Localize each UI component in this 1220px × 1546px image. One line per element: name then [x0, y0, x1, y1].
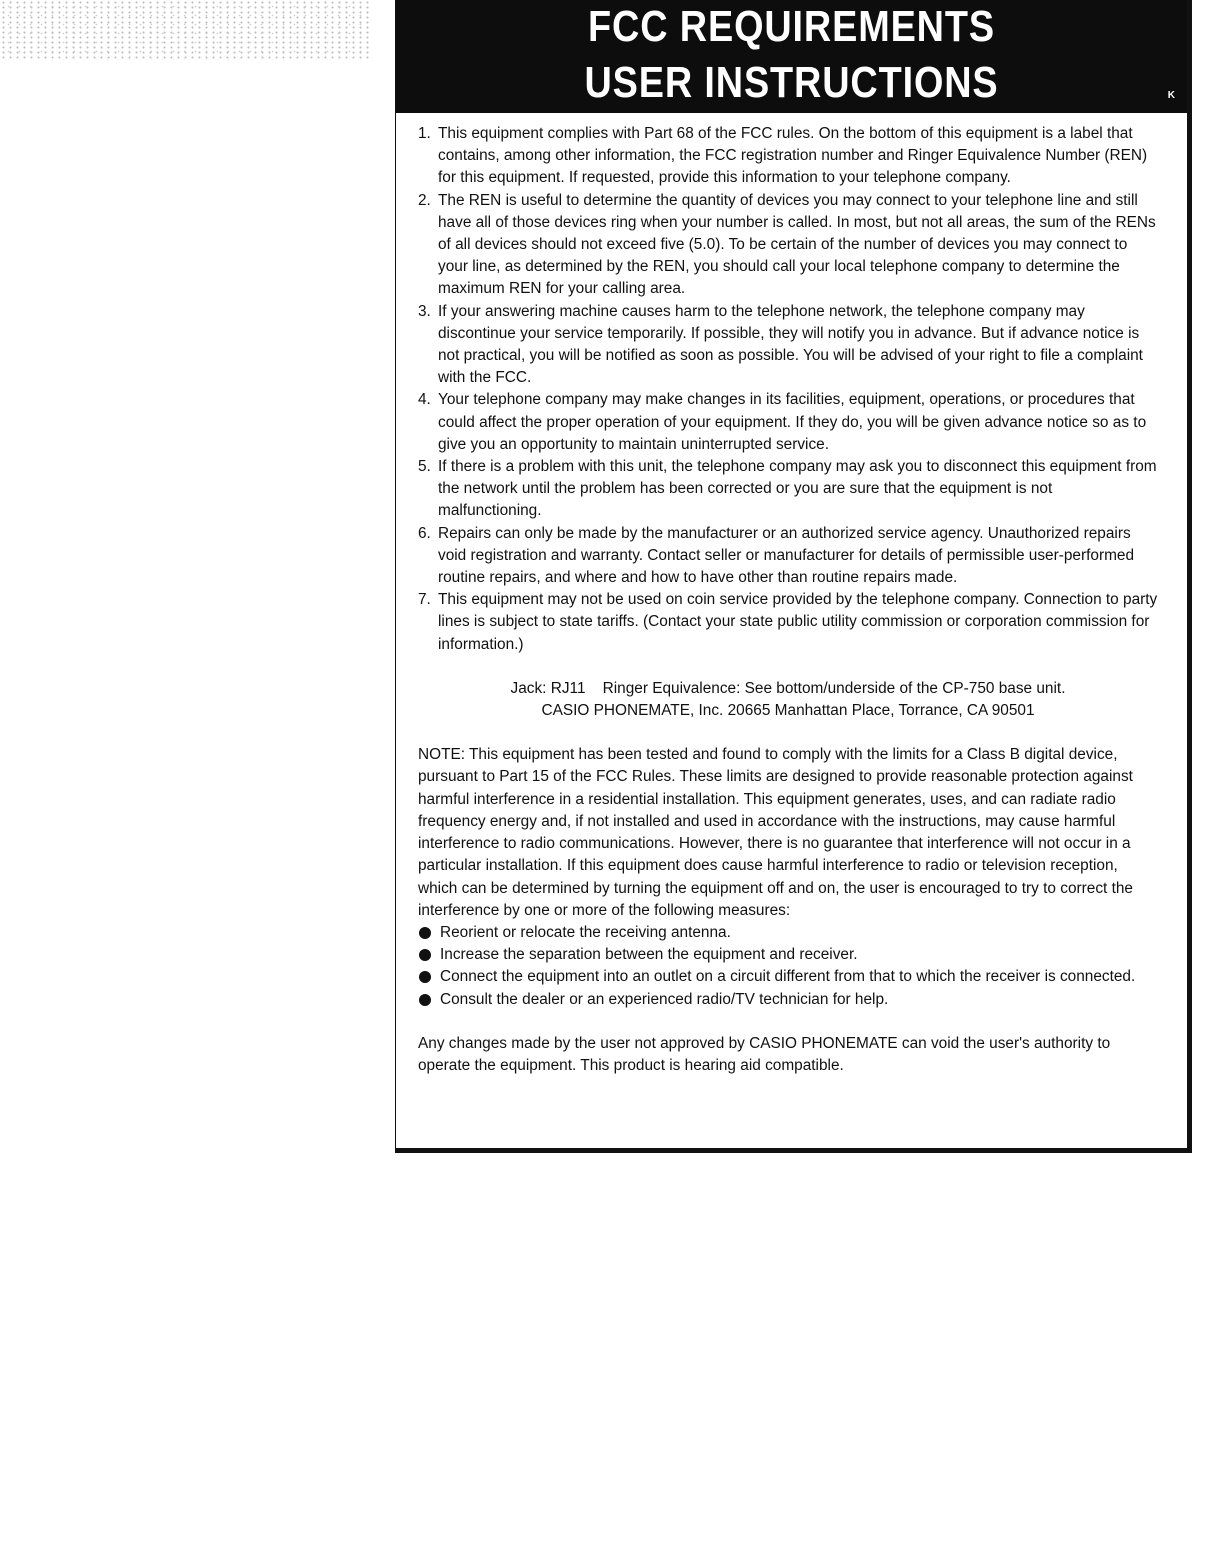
address-line: CASIO PHONEMATE, Inc. 20665 Manhattan Place, Torrance, CA 90501	[541, 702, 1035, 720]
jack-line: Jack: RJ11 Ringer Equivalence: See bottom/underside of the CP-750 base unit.	[510, 679, 1066, 697]
item-number: 6.	[418, 524, 431, 542]
title-line-2: USER INSTRUCTIONS	[584, 58, 999, 107]
title-line-1: FCC REQUIREMENTS	[588, 2, 995, 51]
list-item: Reorient or relocate the receiving antenna.	[418, 922, 1158, 944]
item-text: Your telephone company may make changes in its facilities, equipment, operations, or procedures that could affect the proper operation of your equipment. If they do, you will be given advance notice so as to give you an opportunity to maintain uninterrupted service.	[438, 391, 1147, 453]
list-item: Increase the separation between the equipment and receiver.	[418, 944, 1158, 966]
list-item	[418, 190, 1158, 301]
list-item	[418, 301, 1158, 390]
item-number: 2.	[418, 191, 431, 209]
requirements-list	[418, 123, 1158, 656]
item-text: If your answering machine causes harm to the telephone network, the telephone company may discontinue your service temporarily. If possible, they will notify you in advance. But if advance notice is not practical, you will be notified as soon as possible. You will be advised of your right to file a complaint with the FCC.	[438, 302, 1143, 387]
note-paragraph: NOTE: This equipment has been tested and found to comply with the limits for a Class B digital device, pursuant to Part 15 of the FCC Rules. These limits are designed to provide reasonable protection against harmful interference in a residential installation. This equipment generates, uses, and can radiate radio frequency energy and, if not installed and used in accordance with the instructions, may cause harmful interference to radio communications. However, there is no guarantee that interference will not occur in a particular installation. If this equipment does cause harmful interference to radio or television reception, which can be determined by turning the equipment off and on, the user is encouraged to try to correct the interference by one or more of the following measures:	[418, 746, 1133, 919]
list-item	[418, 589, 1158, 656]
list-item: Connect the equipment into an outlet on a circuit different from that to which the receiver is connected.	[418, 966, 1158, 988]
item-number: 1.	[418, 125, 431, 142]
measures-list	[418, 922, 1158, 1011]
list-item	[418, 389, 1158, 456]
list-item	[418, 456, 1158, 523]
closing-paragraph: Any changes made by the user not approved by CASIO PHONEMATE can void the user's authority to operate the equipment. This product is hearing aid compatible.	[418, 1034, 1111, 1074]
item-number: 4.	[418, 391, 431, 409]
item-number: 3.	[418, 302, 431, 320]
item-text: The REN is useful to determine the quantity of devices you may connect to your telephone line and still have all of those devices ring when your number is called. In most, but not all areas, the sum of the RENs of all devices should not exceed five (5.0). To be certain of the number of devices you may connect to your line, as determined by the REN, you should call your local telephone company to determine the maximum REN for your calling area.	[438, 191, 1156, 298]
header-bar	[396, 0, 1187, 113]
scan-speckle	[0, 0, 370, 60]
content	[418, 123, 1158, 1077]
item-number: 5.	[418, 458, 431, 476]
item-text: This equipment may not be used on coin service provided by the telephone company. Connection to party lines is subject to state tariffs. (Contact your state public utility commission or corporation commission for information.)	[438, 591, 1158, 653]
item-text: This equipment complies with Part 68 of the FCC rules. On the bottom of this equipment is a label that contains, among other information, the FCC registration number and Ringer Equivalence Number (REN) for this equipment. If requested, provide this information to your telephone company.	[438, 125, 1148, 187]
fcc-panel	[395, 0, 1192, 1153]
item-text: If there is a problem with this unit, the telephone company may ask you to disconnect this equipment from the network until the problem has been corrected or you are sure that the equipment is not malfunctioning.	[438, 458, 1157, 520]
list-item: Consult the dealer or an experienced radio/TV technician for help.	[418, 989, 1158, 1011]
corner-mark: K	[1167, 90, 1175, 101]
item-number: 7.	[418, 591, 431, 609]
list-item	[418, 523, 1158, 590]
list-item	[418, 123, 1158, 190]
jack-info	[418, 678, 1158, 722]
item-text: Repairs can only be made by the manufacturer or an authorized service agency. Unauthorized repairs void registration and warranty. Contact seller or manufacturer for details of permissible user-performed routine repairs, and where and how to have other than routine repairs made.	[438, 524, 1135, 587]
